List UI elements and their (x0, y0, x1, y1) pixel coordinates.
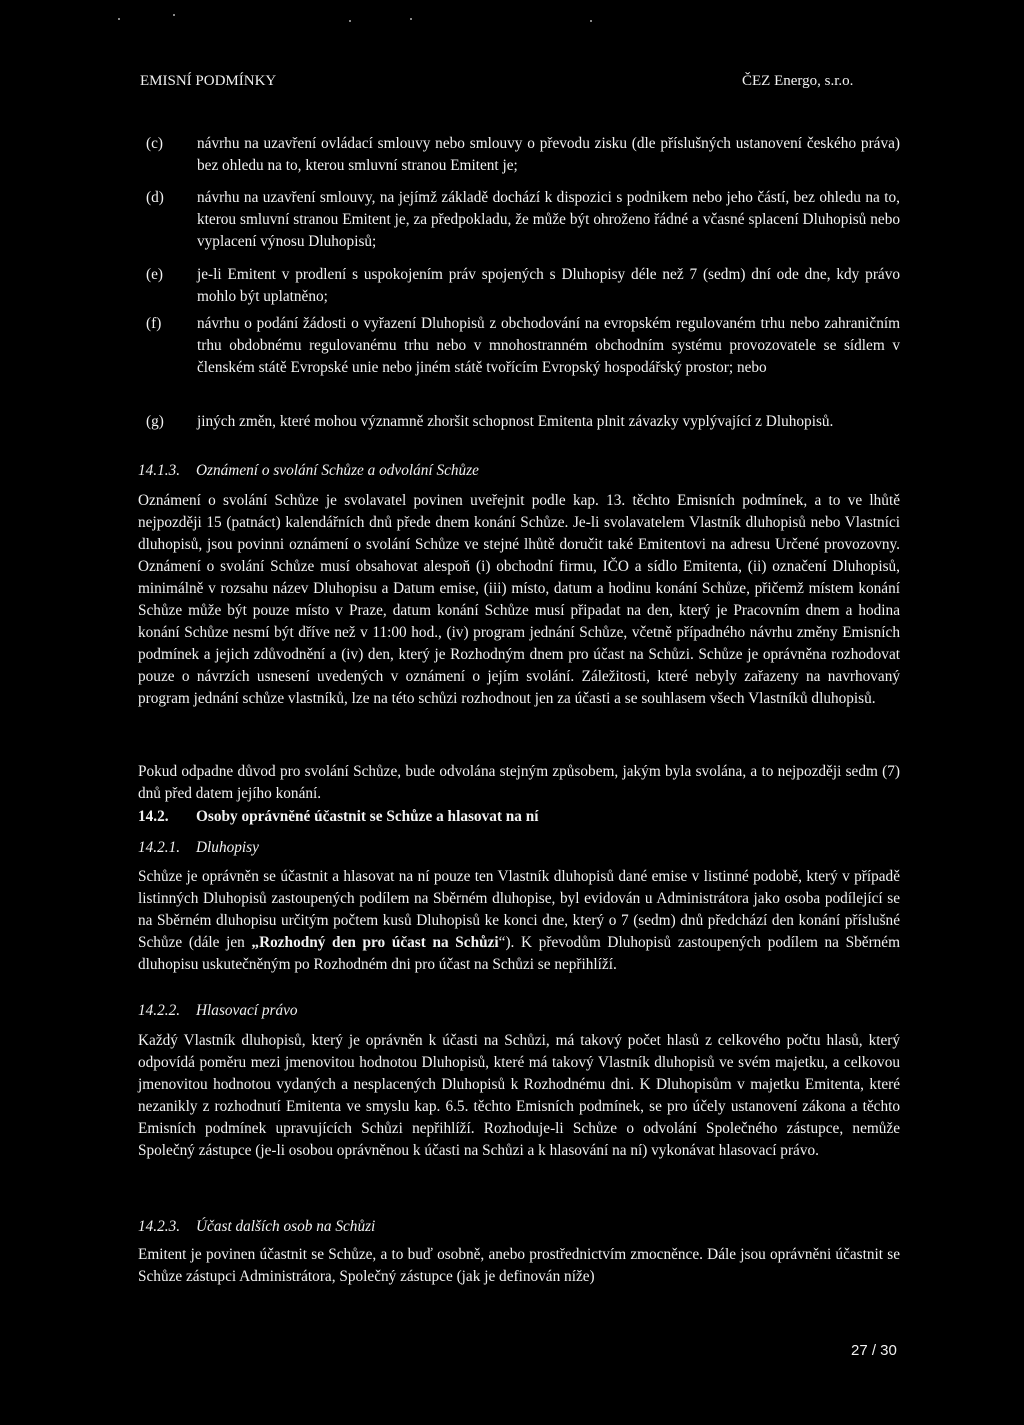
defined-term: „Rozhodný den pro účast na Schůzi (251, 934, 499, 951)
list-item-f (138, 313, 900, 379)
scan-speck (410, 18, 412, 20)
scan-speck (349, 20, 351, 22)
list-marker: (f) (146, 315, 162, 332)
section-title: Hlasovací právo (196, 1002, 298, 1019)
section-heading-14-1-3 (138, 460, 900, 482)
scan-speck (118, 18, 120, 20)
list-item-text: návrhu na uzavření ovládací smlouvy nebo smlouvy o převodu zisku (dle příslušných ustanovení českého práva) bez ohledu na to, kterou smluvní stranou Emitent je; (197, 135, 900, 174)
section-title: Dluhopisy (196, 839, 259, 856)
section-number: 14.2.2. (138, 1002, 181, 1019)
list-item-c (138, 133, 900, 177)
section-title: Osoby oprávněné účastnit se Schůze a hlasovat na ní (196, 808, 539, 825)
list-item-text: návrhu o podání žádosti o vyřazení Dluhopisů z obchodování na evropském regulovaném trhu nebo zahraničním trhu obdobnému regulovanému trhu nebo v mnohostranném obchodním systému provozovatele se sídlem v členském státě Evropské unie nebo jiném státě tvořícím Evropský hospodářský prostor; nebo (197, 315, 900, 376)
list-marker: (e) (146, 266, 163, 283)
paragraph-text: “). K převodům Dluhopisů zastoupených podílem na Sběrném dluhopisu uskutečněným po Rozhodném dni pro účast na Schůzi se nepřihlíží. (138, 934, 900, 973)
list-item-text: je-li Emitent v prodlení s uspokojením práv spojených s Dluhopisy déle než 7 (sedm) dní ode dne, kdy právo mohlo být uplatněno; (197, 266, 900, 305)
list-item-g (138, 411, 900, 433)
section-heading-14-2-2 (138, 1000, 900, 1022)
section-number: 14.2.1. (138, 839, 181, 856)
section-number: 14.2.3. (138, 1218, 181, 1235)
section-title: Účast dalších osob na Schůzi (196, 1218, 376, 1235)
section-title: Oznámení o svolání Schůze a odvolání Schůze (196, 462, 479, 479)
section-number: 14.2. (138, 808, 169, 825)
scan-speck (590, 20, 592, 22)
list-marker: (c) (146, 135, 163, 152)
paragraph: Oznámení o svolání Schůze je svolavatel povinen uveřejnit podle kap. 13. těchto Emisních podmínek, a to ve lhůtě nejpozději 15 (patnáct) kalendářních dnů přede dnem konání Schůze. Je-li svolavatelem Vlastník dluhopisů nebo Vlastníci dluhopisů, jsou povinni oznámení o svolání Schůze ve stejné lhůtě doručit také Emitentovi na adresu Určené provozovny. Oznámení o svolání Schůze musí obsahovat alespoň (i) obchodní firmu, IČO a sídlo Emitenta, (ii) označení Dluhopisů, minimálně v rozsahu název Dluhopisu a Datum emise, (iii) místo, datum a hodinu konání Schůze, přičemž místem konání Schůze může být pouze místo v Praze, datum konání Schůze musí připadat na den, který je Pracovním dnem a hodina konání Schůze nesmí být dříve než v 11:00 hod., (iv) program jednání Schůze, včetně případného návrhu změny Emisních podmínek a jejich zdůvodnění a (iv) den, který je Rozhodným dnem pro účast na Schůzi. Schůze je oprávněna rozhodovat pouze o návrzích usnesení uvedených v oznámení o jejím svolání. Záležitosti, které nebyly zařazeny na navrhovaný program jednání schůze vlastníků, lze na této schůzi rozhodnout jen za účasti a se souhlasem všech Vlastníků dluhopisů. (138, 492, 900, 707)
section-heading-14-2-3 (138, 1216, 900, 1238)
paragraph: Emitent je povinen účastnit se Schůze, a to buď osobně, anebo prostřednictvím zmocněnce. Dále jsou oprávněni účastnit se Schůze zástupci Administrátora, Společný zástupce (jak je definován níže) (138, 1246, 900, 1285)
paragraph: Pokud odpadne důvod pro svolání Schůze, bude odvolána stejným způsobem, jakým byla svolána, a to nejpozději sedm (7) dnů před datem jejího konání. (138, 763, 900, 802)
list-marker: (d) (146, 189, 164, 206)
paragraph (138, 866, 900, 976)
section-heading-14-2 (138, 806, 900, 828)
list-item-text: návrhu na uzavření smlouvy, na jejímž základě dochází k dispozici s podnikem nebo jeho částí, bez ohledu na to, kterou smluvní stranou Emitent je, za předpokladu, že může být ohroženo řádné a včasné splacení Dluhopisů nebo vyplacení výnosu Dluhopisů; (197, 189, 900, 250)
header-company: ČEZ Energo, s.r.o. (742, 73, 854, 89)
paragraph: Každý Vlastník dluhopisů, který je oprávněn k účasti na Schůzi, má takový počet hlasů z celkového počtu hlasů, který odpovídá poměru mezi jmenovitou hodnotou Dluhopisů, které má takový Vlastník dluhopisů ve svém majetku, a celkovou jmenovitou hodnotou vydaných a nesplacených Dluhopisů k Rozhodnému dni. K Dluhopisům v majetku Emitenta, které nezanikly z rozhodnutí Emitenta ve smyslu kap. 6.5. těchto Emisních podmínek, se pro účely ustanovení zákona a těchto Emisních podmínek upravujících Schůzi nepřihlíží. Rozhoduje-li Schůze o odvolání Společného zástupce, nemůže Společný zástupce (je-li osobou oprávněnou k účasti na Schůzi a k hlasování na ní) vykonávat hlasovací právo. (138, 1032, 900, 1159)
section-heading-14-2-1 (138, 837, 900, 859)
header-title: EMISNÍ PODMÍNKY (140, 73, 277, 89)
section-number: 14.1.3. (138, 462, 181, 479)
paragraph-text: Schůze je oprávněn se účastnit a hlasovat na ní pouze ten Vlastník dluhopisů dané emise v listinné podobě, který v případě listinných Dluhopisů zastoupených podílem na Sběrném dluhopise, byl evidován u Administrátora jako osoba podílející se na Sběrném dluhopisu určitým počtem kusů Dluhopisů ke konci dne, který o 7 (sedm) dnů předchází den konání příslušné Schůze (dále jen (138, 868, 900, 951)
list-marker: (g) (146, 413, 164, 430)
list-item-d (138, 187, 900, 253)
list-item-text: jiných změn, které mohou významně zhoršit schopnost Emitenta plnit závazky vyplývající z Dluhopisů. (197, 413, 834, 430)
list-item-e (138, 264, 900, 308)
page-number: 27 / 30 (851, 1342, 897, 1359)
scan-speck (173, 14, 175, 16)
